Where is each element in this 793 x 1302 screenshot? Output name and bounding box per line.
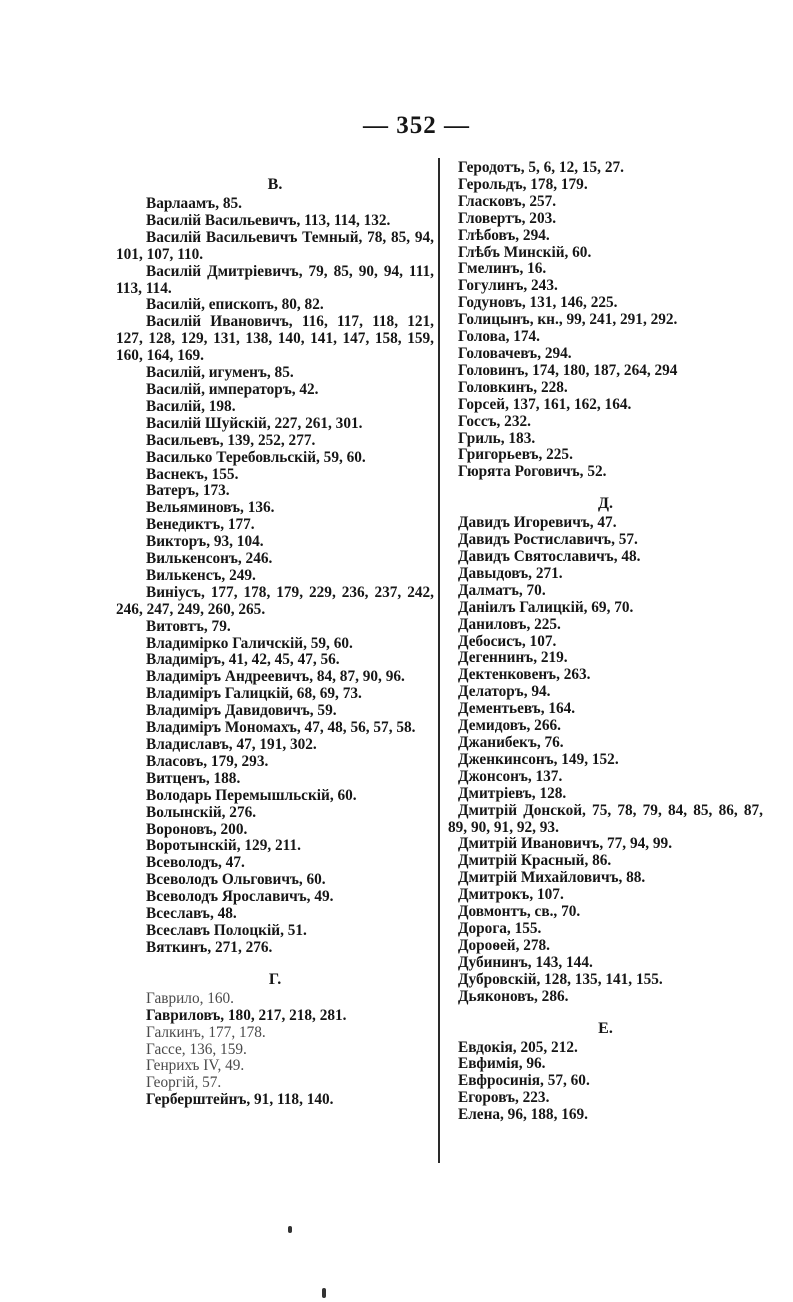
index-entry: Власовъ, 179, 293.	[146, 752, 269, 770]
index-entry: Гловертъ, 203.	[458, 209, 557, 227]
section-letter-d: Д.	[597, 495, 613, 513]
index-entry: Голова, 174.	[458, 328, 541, 346]
index-entry: Глѣбовъ, 294.	[458, 226, 550, 244]
index-entry: Глѣбъ Минскій, 60.	[458, 243, 592, 261]
index-entry: Витовтъ, 79.	[146, 617, 231, 635]
index-entry: Владиміръ Мономахъ, 47, 48, 56, 57, 58.	[146, 719, 416, 737]
index-entry: Владиславъ, 47, 191, 302.	[146, 736, 317, 753]
index-entry: Василій Шуйскій, 227, 261, 301.	[146, 414, 363, 432]
index-entry: Дубровскій, 128, 135, 141, 155.	[458, 970, 663, 988]
index-entry: Василій, епископъ, 80, 82.	[146, 296, 324, 314]
index-entry: Васильевъ, 139, 252, 277.	[146, 431, 316, 449]
index-entry: Годуновъ, 131, 146, 225.	[458, 294, 618, 312]
index-entry: Викторъ, 93, 104.	[146, 533, 264, 551]
section-g-continued-entries	[448, 160, 763, 481]
index-entry: Далматъ, 70.	[458, 581, 546, 599]
index-entry: Василій Ивановичъ, 116, 117, 118, 121, 127, 128, 129, 131, 138, 140, 141, 147, 158, 159, 160, 164, 169.	[116, 313, 434, 365]
index-entry: Всеславъ, 48.	[146, 905, 237, 923]
section-letter-e: Е.	[598, 1019, 613, 1037]
index-entry: Госсъ, 232.	[458, 412, 531, 430]
index-entry: Герберштейнъ, 91, 118, 140.	[146, 1091, 334, 1109]
index-entry: Владиміръ Галицкій, 68, 69, 73.	[146, 685, 362, 703]
index-entry: Дмитрокъ, 107.	[458, 886, 564, 904]
index-entry: Головачевъ, 294.	[458, 344, 572, 362]
index-entry: Дубининъ, 143, 144.	[458, 953, 593, 971]
index-entry: Владимірко Галичскій, 59, 60.	[146, 634, 353, 652]
index-entry: Гавриловъ, 180, 217, 218, 281.	[146, 1006, 347, 1024]
index-entry: Даніилъ Галицкій, 69, 70.	[458, 598, 634, 616]
index-entry: Дмитрій Ивановичъ, 77, 94, 99.	[458, 835, 673, 853]
index-entry: Галкинъ, 177, 178.	[146, 1023, 266, 1041]
section-letter-v: В.	[267, 176, 283, 193]
section-v-entries	[116, 196, 434, 957]
index-entry: Головинъ, 174, 180, 187, 264, 294	[458, 361, 678, 379]
index-entry: Евдокія, 205, 212.	[458, 1038, 578, 1056]
right-column	[448, 160, 763, 1124]
index-entry: Дмитрій Красный, 86.	[458, 852, 612, 870]
index-entry: Гюрята Роговичъ, 52.	[458, 463, 607, 481]
index-entry: Дементьевъ, 164.	[458, 700, 576, 718]
index-entry: Виніусъ, 177, 178, 179, 229, 236, 237, 242, 246, 247, 249, 260, 265.	[116, 583, 434, 618]
index-entry: Владиміръ, 41, 42, 45, 47, 56.	[146, 651, 340, 669]
section-d-entries	[448, 515, 763, 1005]
index-entry: Егоровъ, 223.	[458, 1089, 550, 1107]
index-entry: Василій Дмитріевичъ, 79, 85, 90, 94, 111, 113, 114.	[116, 262, 434, 297]
index-entry: Давидъ Святославичъ, 48.	[458, 548, 641, 566]
section-g-entries	[116, 991, 434, 1109]
index-entry: Васнекъ, 155.	[146, 465, 239, 483]
index-entry: Всеволодъ Ольговичъ, 60.	[146, 871, 326, 889]
index-entry: Джонсонъ, 137.	[458, 767, 563, 785]
index-entry: Дебосисъ, 107.	[458, 632, 557, 650]
column-divider	[438, 158, 440, 1163]
ink-speck-decoration	[288, 1226, 292, 1233]
index-entry: Давидъ Игоревичъ, 47.	[458, 514, 617, 532]
index-entry: Володарь Перемышльскій, 60.	[146, 786, 357, 804]
index-entry: Дорога, 155.	[458, 919, 542, 937]
index-entry: Елена, 96, 188, 169.	[458, 1106, 588, 1124]
index-entry: Дьяконовъ, 286.	[458, 987, 569, 1005]
index-entry: Волынскій, 276.	[146, 803, 257, 821]
section-e-entries	[448, 1040, 763, 1125]
index-entry: Всеславъ Полоцкій, 51.	[146, 921, 307, 939]
index-entry: Дмитрій Донской, 75, 78, 79, 84, 85, 86, 87, 89, 90, 91, 92, 93.	[448, 801, 763, 836]
index-entry: Ватеръ, 173.	[146, 482, 230, 500]
index-entry: Георгій, 57.	[146, 1074, 222, 1092]
index-entry: Григорьевъ, 225.	[458, 446, 573, 464]
index-entry: Делаторъ, 94.	[458, 683, 551, 701]
index-entry: Всеволодъ Ярославичъ, 49.	[146, 888, 334, 906]
index-entry: Дороѳей, 278.	[458, 936, 550, 954]
index-entry: Вельяминовъ, 136.	[146, 499, 275, 517]
left-column	[116, 174, 434, 1109]
index-entry: Давыдовъ, 271.	[458, 564, 563, 582]
index-entry: Василько Теребовльскій, 59, 60.	[146, 448, 366, 466]
ink-speck-decoration	[322, 1288, 326, 1298]
index-entry: Горсей, 137, 161, 162, 164.	[458, 395, 632, 413]
index-entry: Воротынскій, 129, 211.	[146, 837, 301, 855]
index-entry: Василій, императоръ, 42.	[146, 380, 319, 398]
index-entry: Василій Васильевичъ, 113, 114, 132.	[146, 211, 391, 229]
index-entry: Евфимія, 96.	[458, 1055, 546, 1073]
index-entry: Вилькенсонъ, 246.	[146, 550, 273, 568]
index-entry: Довмонтъ, св., 70.	[458, 903, 581, 921]
index-entry: Гаврило, 160.	[146, 989, 235, 1007]
index-entry: Гогулинъ, 243.	[458, 277, 558, 295]
index-entry: Вороновъ, 200.	[146, 820, 248, 838]
index-entry: Гласковъ, 257.	[458, 192, 557, 210]
index-entry: Герольдъ, 178, 179.	[458, 175, 588, 193]
index-entry: Геродотъ, 5, 6, 12, 15, 27.	[458, 159, 624, 176]
section-letter-g: Г.	[268, 970, 282, 988]
index-entry: Дженкинсонъ, 149, 152.	[458, 750, 619, 768]
index-entry: Евфросинія, 57, 60.	[458, 1072, 590, 1090]
index-entry: Демидовъ, 266.	[458, 717, 561, 735]
index-entry: Василій Васильевичъ Темный, 78, 85, 94, 101, 107, 110.	[116, 228, 434, 263]
index-entry: Дектенковенъ, 263.	[458, 666, 591, 684]
page-number: — 352 —	[363, 112, 470, 139]
index-entry: Дмитріевъ, 128.	[458, 784, 567, 802]
index-entry: Вяткинъ, 271, 276.	[146, 938, 273, 956]
index-entry: Гассе, 136, 159.	[146, 1040, 247, 1058]
index-entry: Василій, игуменъ, 85.	[146, 364, 294, 382]
index-entry: Голицынъ, кн., 99, 241, 291, 292.	[458, 311, 678, 329]
index-entry: Вилькенсъ, 249.	[146, 566, 256, 584]
index-entry: Владиміръ Давидовичъ, 59.	[146, 702, 337, 720]
index-entry: Всеволодъ, 47.	[146, 854, 245, 872]
index-entry: Венедиктъ, 177.	[146, 516, 255, 534]
index-entry: Генрихъ IV, 49.	[146, 1057, 245, 1075]
index-entry: Дегеннинъ, 219.	[458, 649, 568, 667]
index-entry: Гриль, 183.	[458, 429, 536, 447]
index-entry: Варлаамъ, 85.	[146, 195, 242, 212]
index-entry: Владиміръ Андреевичъ, 84, 87, 90, 96.	[146, 668, 405, 686]
index-entry: Витценъ, 188.	[146, 769, 241, 787]
index-entry: Дмитрій Михайловичъ, 88.	[458, 869, 646, 887]
index-entry: Давидъ Ростиславичъ, 57.	[458, 531, 638, 549]
index-entry: Гмелинъ, 16.	[458, 260, 547, 278]
index-entry: Василій, 198.	[146, 397, 236, 415]
index-entry: Даниловъ, 225.	[458, 615, 561, 633]
index-entry: Головкинъ, 228.	[458, 378, 568, 396]
index-entry: Джанибекъ, 76.	[458, 734, 564, 751]
